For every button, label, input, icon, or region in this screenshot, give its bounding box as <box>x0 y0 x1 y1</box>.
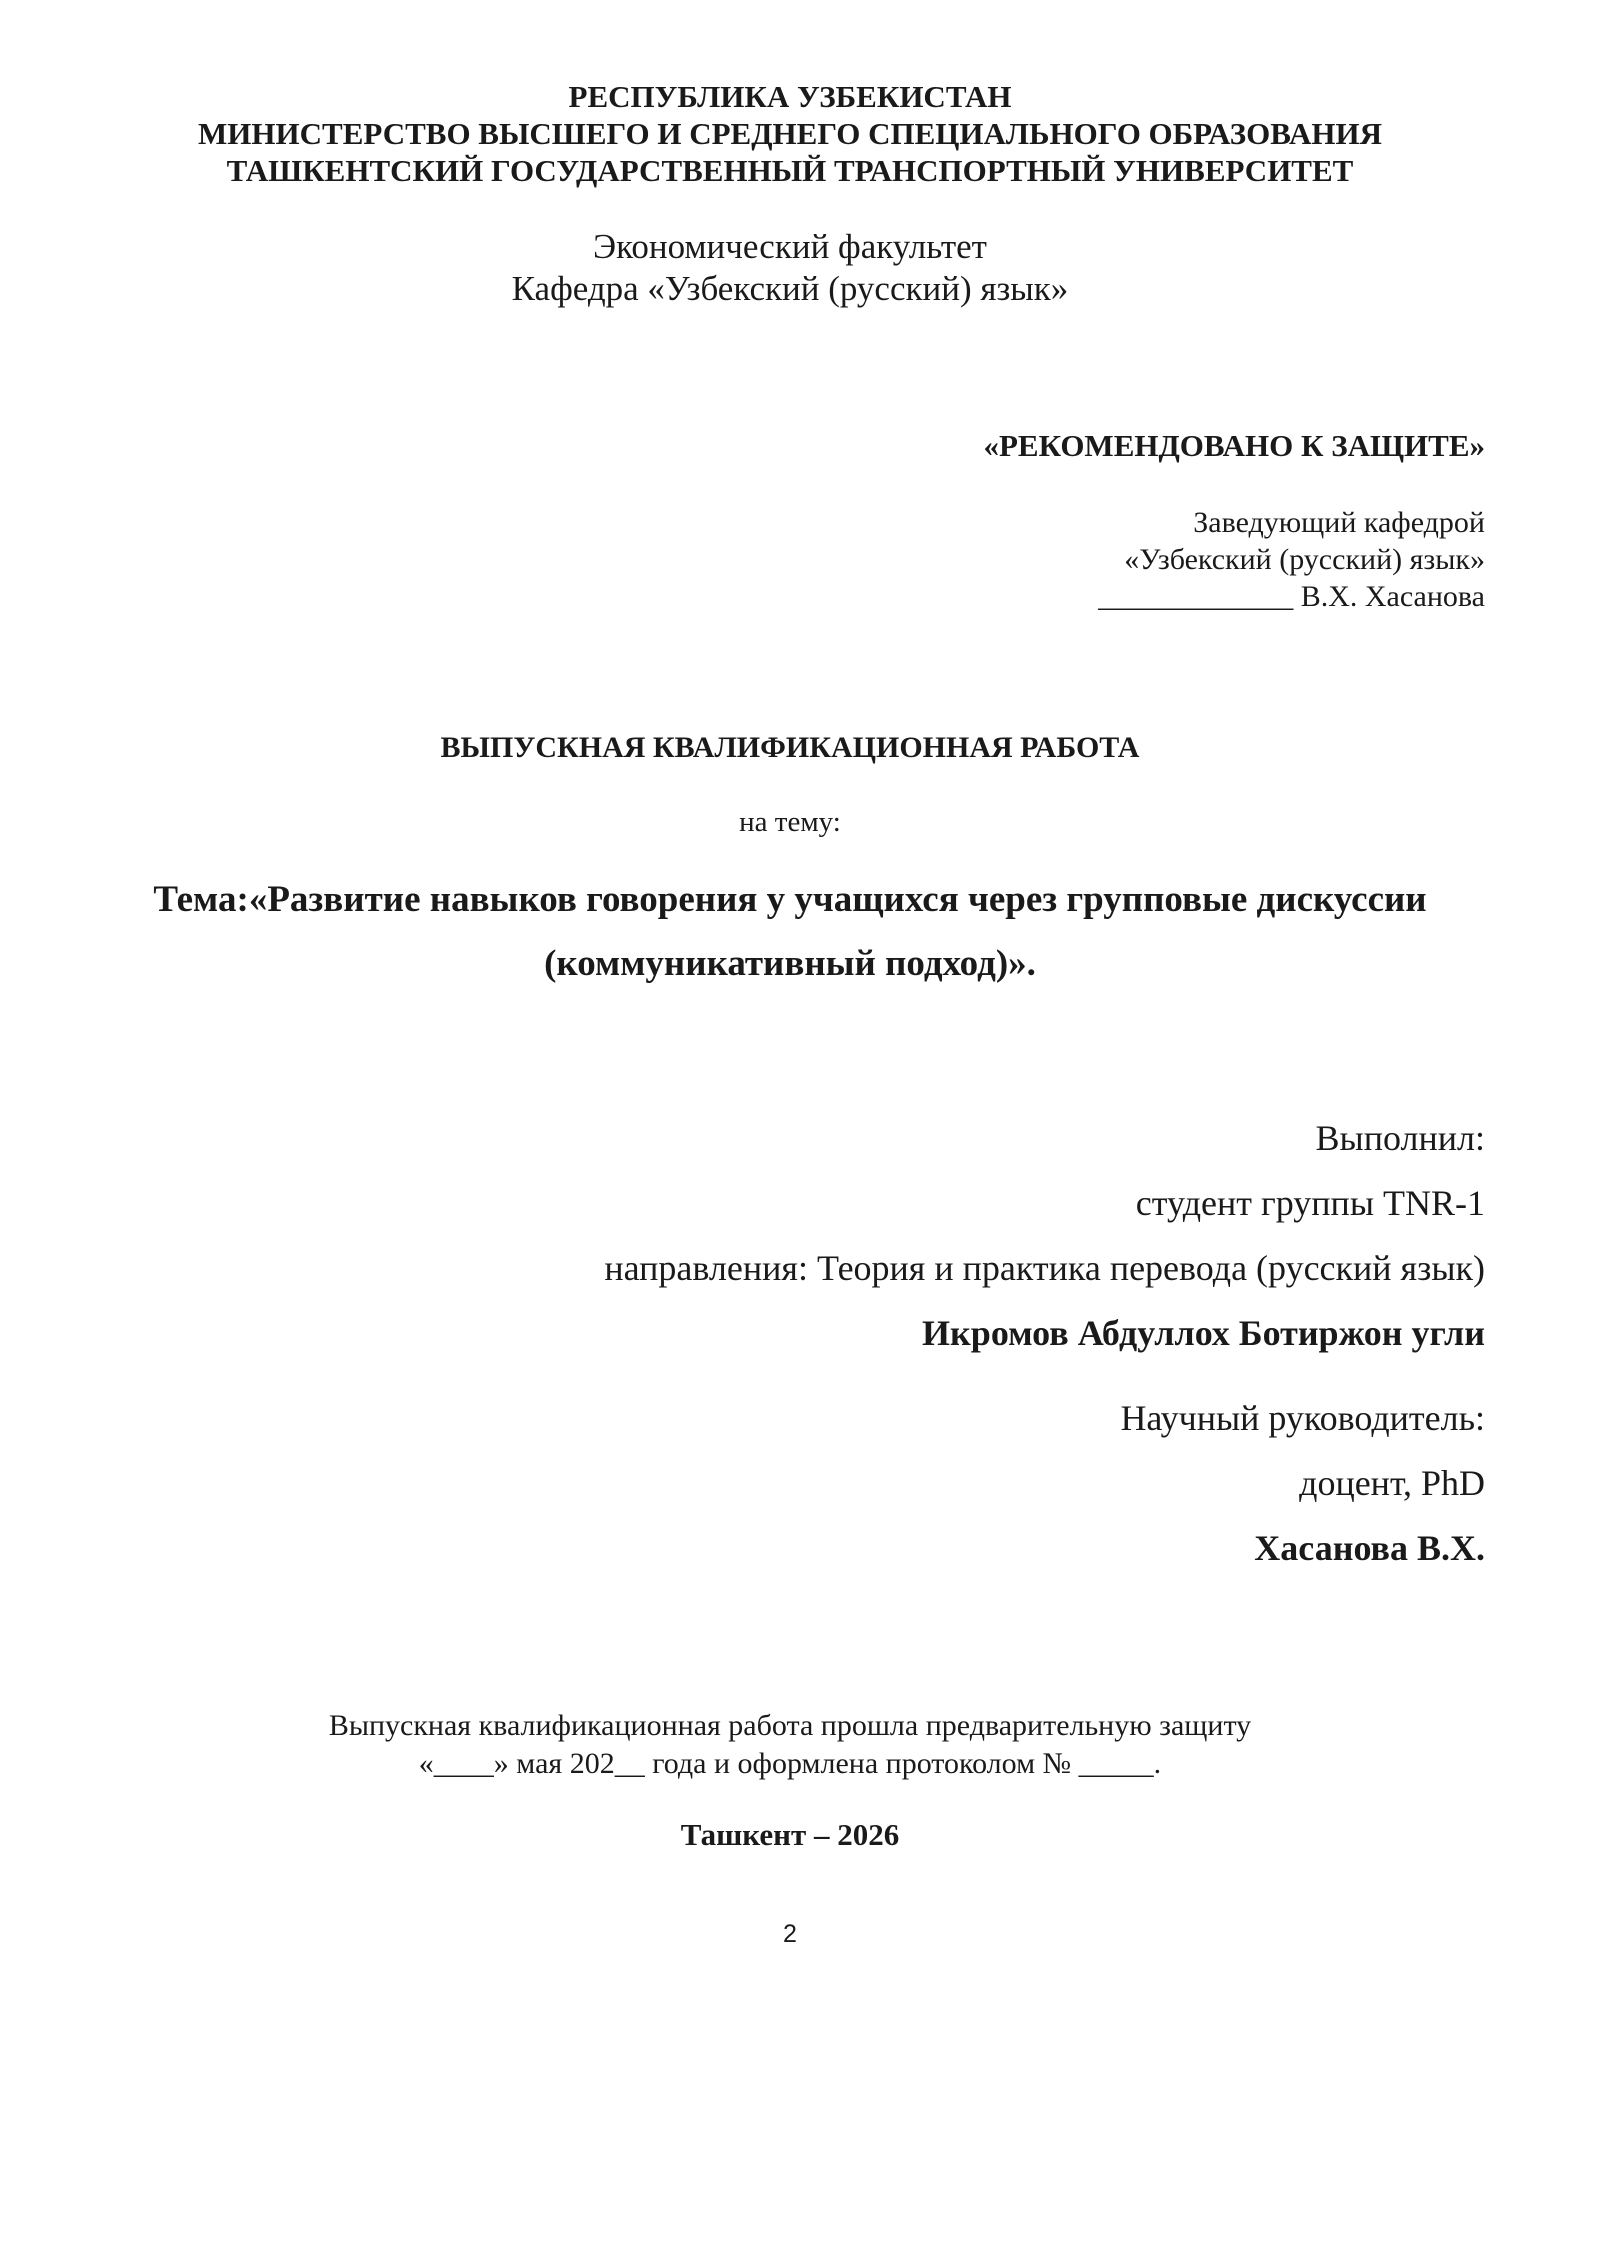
approval-signature: _____________ В.Х. Хасанова <box>1098 580 1485 613</box>
page-number: 2 <box>783 1920 797 1948</box>
work-type: ВЫПУСКНАЯ КВАЛИФИКАЦИОННАЯ РАБОТА <box>440 731 1140 764</box>
defense-note-line-1: Выпускная квалификационная работа прошла предварительную защиту <box>328 1709 1252 1742</box>
faculty-name: Экономический факультет <box>593 227 987 266</box>
supervisor-title: доцент, PhD <box>1299 1463 1485 1503</box>
supervisor-name: Хасанова В.Х. <box>1254 1528 1485 1568</box>
header-university: ТАШКЕНТСКИЙ ГОСУДАРСТВЕННЫЙ ТРАНСПОРТНЫЙ УНИВЕРСИТЕТ <box>226 153 1354 188</box>
author-group: студент группы TNR-1 <box>1135 1183 1485 1223</box>
header-ministry: МИНИСТЕРСТВО ВЫСШЕГО И СРЕДНЕГО СПЕЦИАЛЬНОГО ОБРАЗОВАНИЯ <box>198 116 1382 151</box>
approval-title: «РЕКОМЕНДОВАНО К ЗАЩИТЕ» <box>983 428 1485 463</box>
author-label: Выполнил: <box>1315 1118 1485 1158</box>
author-direction: направления: Теория и практика перевода (русский язык) <box>604 1248 1485 1288</box>
on-topic-label: на тему: <box>739 806 841 838</box>
author-name: Икромов Абдуллох Ботиржон угли <box>922 1313 1485 1353</box>
department-name: Кафедра «Узбекский (русский) язык» <box>511 269 1069 308</box>
header-country: РЕСПУБЛИКА УЗБЕКИСТАН <box>568 79 1012 114</box>
supervisor-label: Научный руководитель: <box>1120 1398 1485 1438</box>
approval-department: «Узбекский (русский) язык» <box>1124 543 1485 576</box>
city-year: Ташкент – 2026 <box>680 1817 900 1852</box>
approval-position: Заведующий кафедрой <box>1193 506 1485 539</box>
defense-note-line-2: «____» мая 202__ года и оформлена протоколом № _____. <box>418 1747 1162 1780</box>
topic-line-2: (коммуникативный подход)». <box>544 943 1036 984</box>
topic-line-1: Тема:«Развитие навыков говорения у учащихся через групповые дискуссии <box>153 879 1427 920</box>
